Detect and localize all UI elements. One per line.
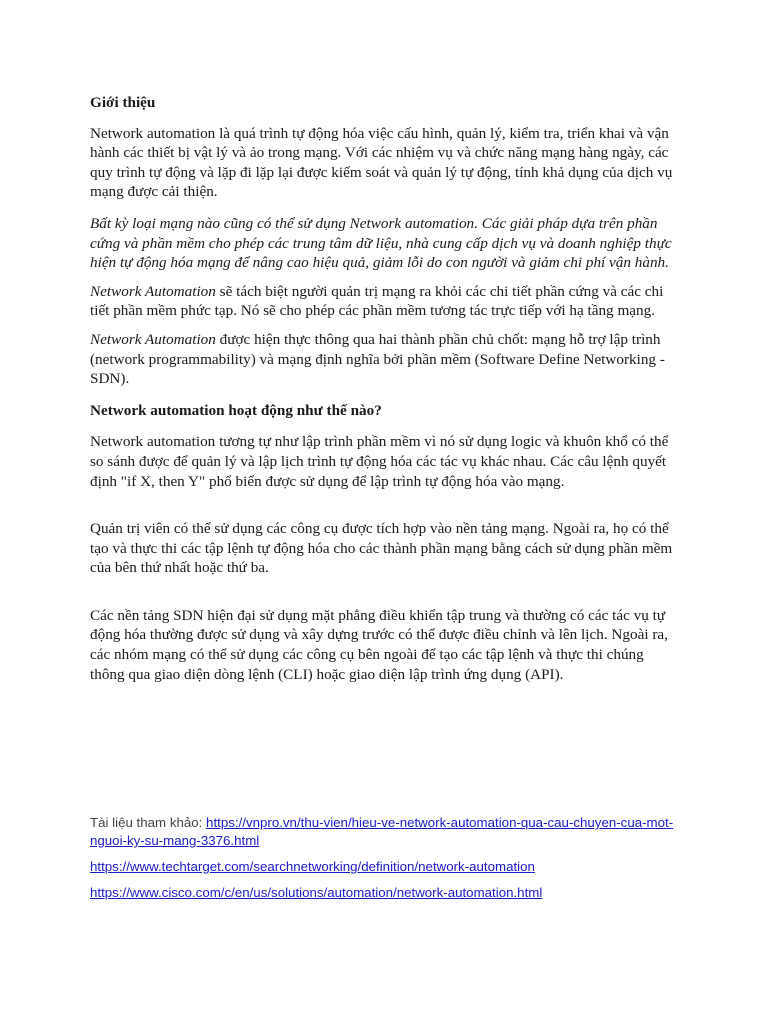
document-body [90,93,678,684]
reference-link-vnpro[interactable]: https://vnpro.vn/thu-vien/hieu-ve-network-automation-qua-cau-chuyen-cua-mot-nguoi-ky-su-mang-3376.html [90,815,674,848]
paragraph-applicability: Bất kỳ loại mạng nào cũng có thể sử dụng Network automation. Các giải pháp dựa trên phần cứng và phần mềm cho phép các trung tâm dữ liệu, nhà cung cấp dịch vụ và doanh nghiệp thực hiện tự động hóa mạng để nâng cao hiệu quả, giảm lỗi do con người và giảm chi phí vận hành. [90,214,672,272]
reference-link-techtarget[interactable]: https://www.techtarget.com/searchnetworking/definition/network-automation [90,859,535,874]
references [90,814,680,902]
paragraph-components [90,330,678,389]
reference-link-cisco[interactable]: https://www.cisco.com/c/en/us/solutions/automation/network-automation.html [90,885,543,900]
heading-intro: Giới thiệu [90,94,156,111]
paragraph-definition: Network automation là quá trình tự động hóa việc cấu hình, quản lý, kiểm tra, triển khai và vận hành các thiết bị vật lý và ảo trong mạng. Với các nhiệm vụ và chức năng mạng hàng ngày, các quy trình tự động và lặp đi lặp lại được kiểm soát và quản lý tự động, tính khả dụng của dịch vụ mạng được cải thiện. [90,124,673,201]
paragraph-separation-text: sẽ tách biệt người quản trị mạng ra khỏi các chi tiết phần cứng và các chi tiết phần mềm phức tạp. Nó sẽ cho phép các phần mềm tương tác trực tiếp với hạ tầng mạng. [90,282,664,320]
heading-how-it-works: Network automation hoạt động như thế nào? [90,401,382,419]
references-label: Tài liệu tham khảo: [90,815,207,830]
paragraph-sdn: Các nền tảng SDN hiện đại sử dụng mặt phẳng điều khiển tập trung và thường có các tác vụ tự động hóa thường được sử dụng và xây dựng trước có thể được điều chỉnh và lên lịch. Ngoài ra, các nhóm mạng có thể sử dụng các công cụ bên ngoài để tạo các tập lệnh và thực thi chúng thông qua giao diện dòng lệnh (CLI) hoặc giao diện lập trình ứng dụng (API). [90,606,668,683]
paragraph-programming: Network automation tương tự như lập trình phần mềm vì nó sử dụng logic và khuôn khổ có thể so sánh được để quản lý và lập lịch trình tự động hóa các tác vụ khác nhau. Các câu lệnh quyết định "if X, then Y" phổ biến được sử dụng để lập trình tự động hóa vào mạng. [90,433,669,490]
reference-3 [90,884,680,902]
term-network-automation: Network Automation [90,330,216,348]
term-network-automation: Network Automation [90,282,216,300]
paragraph-separation [90,282,678,321]
paragraph-components-text: được hiện thực thông qua hai thành phần chủ chốt: mạng hỗ trợ lập trình (network programmability) và mạng định nghĩa bởi phần mềm (Software Define Networking - SDN). [90,330,665,388]
paragraph-admin-tools: Quản trị viên có thể sử dụng các công cụ được tích hợp vào nền tảng mạng. Ngoài ra, họ có thể tạo và thực thi các tập lệnh tự động hóa cho các thành phần mạng bằng cách sử dụng phần mềm của bên thứ nhất hoặc thứ ba. [90,520,673,577]
reference-2 [90,858,680,876]
reference-1 [90,814,680,850]
